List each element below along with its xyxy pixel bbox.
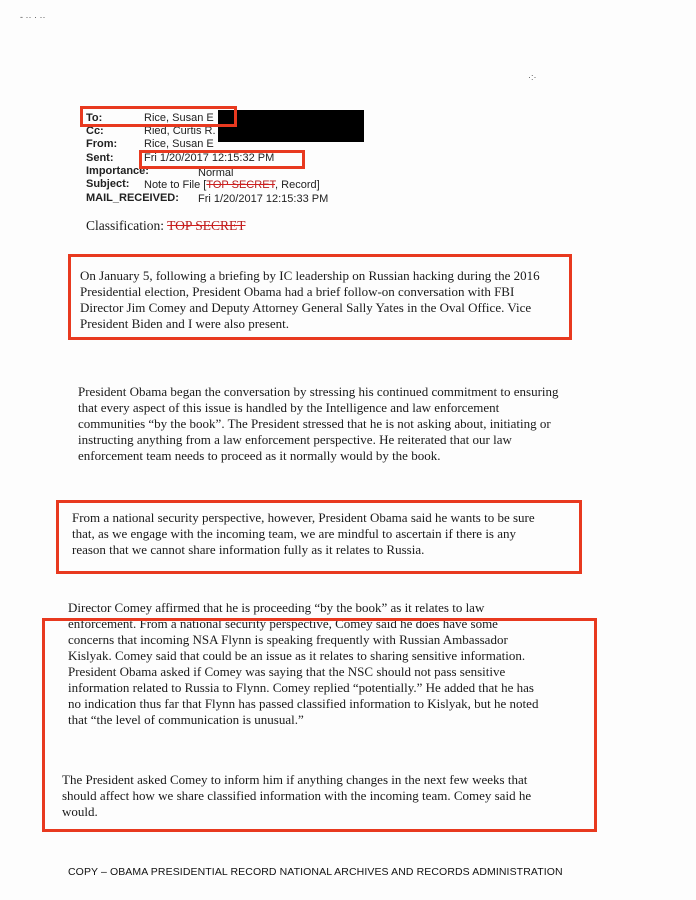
paragraph-line: would. (62, 804, 98, 819)
paragraph-line: enforcement. From a national security perspective, Comey said he does have some (68, 616, 498, 631)
to-label: To: (86, 112, 103, 124)
highlight-box-paragraph-4-5 (42, 618, 597, 832)
to-value: Rice, Susan E (144, 112, 214, 124)
from-value: Rice, Susan E (144, 138, 214, 150)
from-label: From: (86, 138, 118, 150)
paragraph-line: On January 5, following a briefing by IC leadership on Russian hacking during the 2016 (80, 268, 540, 283)
highlight-box-to (80, 106, 237, 127)
redaction-block (218, 110, 364, 142)
importance-label: Importance: (86, 165, 149, 177)
classification-line (86, 218, 246, 234)
paragraph-3 (72, 510, 577, 558)
paragraph-line: Director Comey affirmed that he is proceeding “by the book” as it relates to law (68, 600, 485, 615)
highlight-box-sent (139, 150, 305, 169)
paragraph-line: information related to Russia to Flynn. Comey replied “potentially.” He added that he has (68, 680, 534, 695)
paragraph-line: enforcement team needs to proceed as it normally would by the book. (78, 448, 441, 463)
archive-footer: COPY – OBAMA PRESIDENTIAL RECORD NATIONAL ARCHIVES AND RECORDS ADMINISTRATION (68, 866, 563, 878)
sent-value: Fri 1/20/2017 12:15:32 PM (144, 152, 275, 164)
paragraph-line: instructing anything from a law enforcement perspective. He reiterated that our law (78, 432, 512, 447)
subject-value (144, 179, 320, 192)
subject-label: Subject: (86, 178, 130, 190)
paragraph-line: Presidential election, President Obama had a brief follow-on conversation with FBI (80, 284, 515, 299)
paragraph-line: President Biden and I were also present. (80, 316, 290, 331)
cc-label: Cc: (86, 125, 104, 137)
paragraph-line: no indication thus far that Flynn has passed classified information to Kislyak, but he noted (68, 696, 539, 711)
paragraph-line: communities “by the book”. The President stressed that he is not asking about, initiating or (78, 416, 551, 431)
subject-suffix: , Record] (275, 179, 320, 191)
mail-received-label: MAIL_RECEIVED: (86, 192, 179, 204)
sent-label: Sent: (86, 152, 114, 164)
paragraph-line: concerns that incoming NSA Flynn is speaking frequently with Russian Ambassador (68, 632, 508, 647)
scan-artifact: - ·· · ·· (20, 12, 46, 22)
paragraph-line: Director Jim Comey and Deputy Attorney General Sally Yates in the Oval Office. Vice (80, 300, 532, 315)
paragraph-line: that “the level of communication is unusual.” (68, 712, 304, 727)
paragraph-line: reason that we cannot share information fully as it relates to Russia. (72, 542, 425, 557)
paragraph-line: that, as we engage with the incoming team, we are mindful to ascertain if there is any (72, 526, 517, 541)
paragraph-line: that every aspect of this issue is handled by the Intelligence and law enforcement (78, 400, 500, 415)
paragraph-1 (80, 268, 570, 332)
paragraph-line: Kislyak. Comey said that could be an issue as it relates to sharing sensitive information. (68, 648, 526, 663)
paragraph-line: The President asked Comey to inform him if anything changes in the next few weeks that (62, 772, 528, 787)
classification-label: Classification: (86, 218, 168, 233)
paragraph-line: should affect how we share classified information with the incoming team. Comey said he (62, 788, 532, 803)
paragraph-line: President Obama began the conversation by stressing his continued commitment to ensuring (78, 384, 559, 399)
mail-received-value: Fri 1/20/2017 12:15:33 PM (198, 193, 329, 205)
subject-prefix: Note to File [ (144, 179, 207, 191)
paragraph-2 (78, 384, 608, 464)
scan-artifact: ·:· (528, 72, 537, 82)
cc-value: Ried, Curtis R. (144, 125, 216, 137)
importance-value: Normal (198, 167, 234, 179)
paragraph-line: From a national security perspective, however, President Obama said he wants to be sure (72, 510, 535, 525)
subject-struck-classification: TOP SECRET (206, 179, 276, 191)
classification-value: TOP SECRET (167, 218, 246, 233)
paragraph-line: President Obama asked if Comey was saying that the NSC should not pass sensitive (68, 664, 506, 679)
